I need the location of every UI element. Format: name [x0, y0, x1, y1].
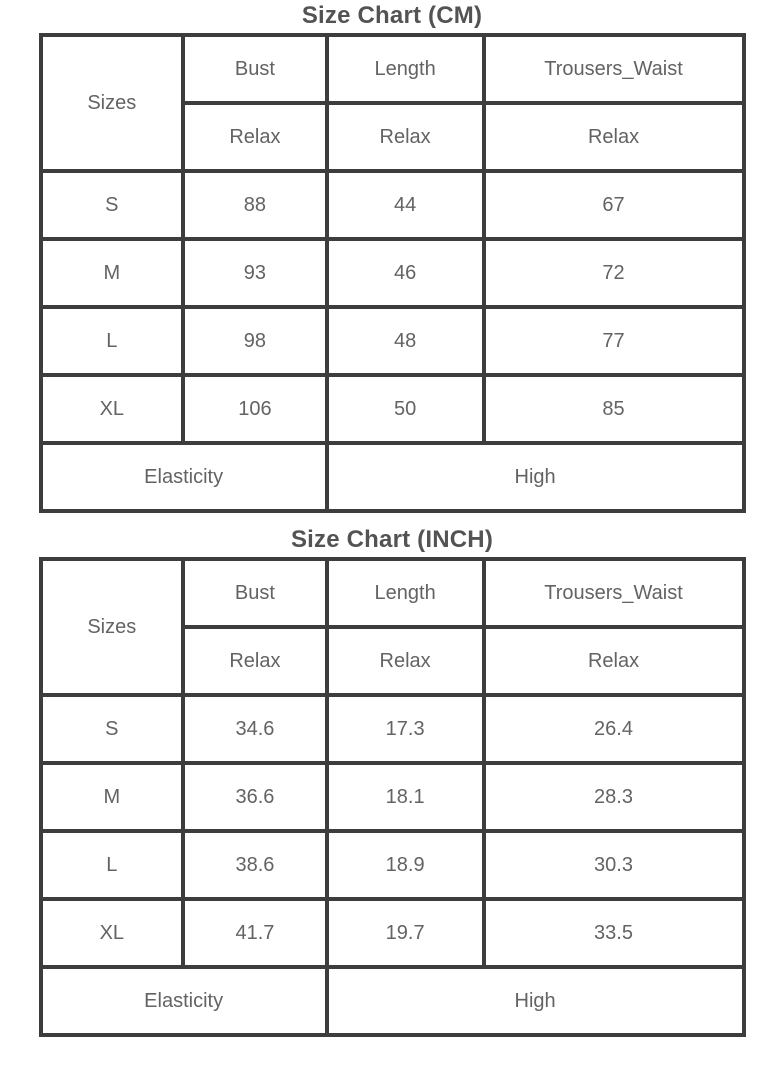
fit-cell-bust: Relax	[183, 627, 327, 695]
header-row	[41, 559, 744, 627]
size-chart-inch-table	[39, 557, 746, 1037]
table-row-s	[41, 171, 744, 239]
size-chart-inch-title: Size Chart (INCH)	[290, 526, 494, 553]
size-cell: XL	[41, 375, 184, 443]
value-cell: 28.3	[484, 763, 744, 831]
value-cell: 93	[183, 239, 327, 307]
column-header-trousers-waist: Trousers_Waist	[484, 559, 744, 627]
value-cell: 18.9	[327, 831, 484, 899]
header-row	[41, 35, 744, 103]
corner-header-cell: Sizes	[41, 559, 184, 695]
elasticity-label-cell: Elasticity	[41, 967, 327, 1035]
fit-cell-bust: Relax	[183, 103, 327, 171]
value-cell: 88	[183, 171, 327, 239]
table-row-m	[41, 239, 744, 307]
value-cell: 19.7	[327, 899, 484, 967]
value-cell: 41.7	[183, 899, 327, 967]
column-header-length: Length	[327, 559, 484, 627]
corner-header-cell: Sizes	[41, 35, 184, 171]
size-chart-cm-title: Size Chart (CM)	[301, 2, 483, 29]
value-cell: 106	[183, 375, 327, 443]
value-cell: 34.6	[183, 695, 327, 763]
value-cell: 77	[484, 307, 744, 375]
size-cell: XL	[41, 899, 184, 967]
table-row-l	[41, 307, 744, 375]
elasticity-value-cell: High	[327, 443, 744, 511]
size-cell: S	[41, 695, 184, 763]
value-cell: 98	[183, 307, 327, 375]
value-cell: 30.3	[484, 831, 744, 899]
table-row-m	[41, 763, 744, 831]
table-row-l	[41, 831, 744, 899]
value-cell: 18.1	[327, 763, 484, 831]
fit-cell-trousers-waist: Relax	[484, 103, 744, 171]
column-header-length: Length	[327, 35, 484, 103]
value-cell: 36.6	[183, 763, 327, 831]
value-cell: 50	[327, 375, 484, 443]
value-cell: 46	[327, 239, 484, 307]
fit-cell-length: Relax	[327, 103, 484, 171]
value-cell: 72	[484, 239, 744, 307]
value-cell: 48	[327, 307, 484, 375]
value-cell: 26.4	[484, 695, 744, 763]
value-cell: 44	[327, 171, 484, 239]
size-chart-inch-section	[0, 526, 784, 1037]
size-chart-cm-table	[39, 33, 746, 513]
value-cell: 85	[484, 375, 744, 443]
table-row-s	[41, 695, 744, 763]
table-row-xl	[41, 375, 744, 443]
fit-cell-length: Relax	[327, 627, 484, 695]
value-cell: 67	[484, 171, 744, 239]
size-cell: M	[41, 239, 184, 307]
value-cell: 33.5	[484, 899, 744, 967]
elasticity-value-cell: High	[327, 967, 744, 1035]
size-cell: S	[41, 171, 184, 239]
column-header-bust: Bust	[183, 559, 327, 627]
elasticity-label-cell: Elasticity	[41, 443, 327, 511]
footer-row	[41, 967, 744, 1035]
footer-row	[41, 443, 744, 511]
size-cell: L	[41, 831, 184, 899]
size-cell: M	[41, 763, 184, 831]
size-cell: L	[41, 307, 184, 375]
size-chart-cm-section	[0, 0, 784, 513]
table-row-xl	[41, 899, 744, 967]
column-header-bust: Bust	[183, 35, 327, 103]
value-cell: 38.6	[183, 831, 327, 899]
column-header-trousers-waist: Trousers_Waist	[484, 35, 744, 103]
fit-cell-trousers-waist: Relax	[484, 627, 744, 695]
value-cell: 17.3	[327, 695, 484, 763]
